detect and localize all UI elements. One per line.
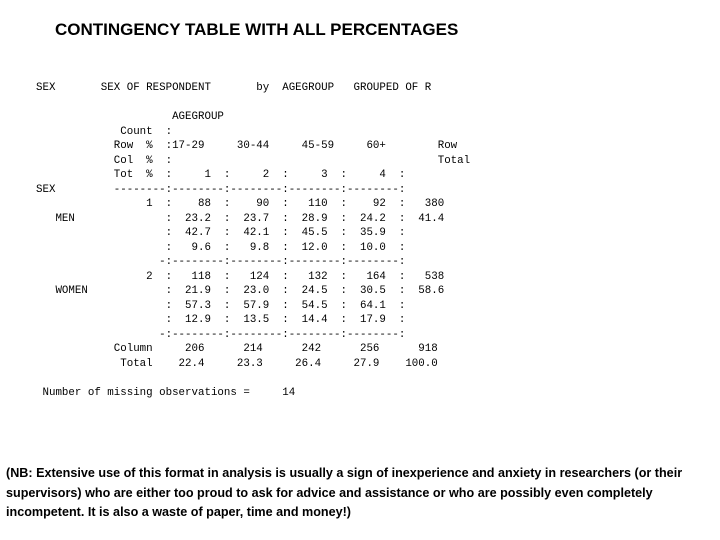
table-line: WOMEN : 21.9 : 23.0 : 24.5 : 30.5 : 58.6 (36, 285, 445, 297)
footnote: (NB: Extensive use of this format in analysis is usually a sign of inexperience and anxiety in researchers (or their supervisors) who are either too proud to ask for advice and assistance or who are possibly even completely incompetent. It is also a waste of paper, time and money!) (6, 466, 683, 519)
table-line: : 9.6 : 9.8 : 12.0 : 10.0 : (36, 241, 406, 254)
missing-observations-line: Number of missing observations = 14 (36, 386, 296, 399)
table-line: 1 : 88 : 90 : 110 : 92 : 380 (36, 198, 445, 210)
table-line: : 57.3 : 57.9 : 54.5 : 64.1 : (36, 299, 406, 312)
table-line: SEX SEX OF RESPONDENT by AGEGROUP GROUPED OF R (36, 82, 432, 94)
table-line (36, 371, 470, 386)
table-line: Count : (36, 125, 173, 138)
table-line: Col % : Total (36, 154, 471, 167)
table-line: SEX --------:--------:--------:--------:--------: (36, 183, 406, 196)
table-line: : 12.9 : 13.5 : 14.4 : 17.9 : (36, 314, 406, 326)
page-title: CONTINGENCY TABLE WITH ALL PERCENTAGES (55, 20, 459, 39)
table-line: MEN : 23.2 : 23.7 : 28.9 : 24.2 : 41.4 (36, 212, 445, 225)
table-line: -:--------:--------:--------:--------: (36, 256, 406, 268)
table-line: Total 22.4 23.3 26.4 27.9 100.0 (36, 357, 438, 370)
contingency-table (36, 81, 470, 400)
table-line: AGEGROUP (36, 111, 224, 123)
table-line: : 42.7 : 42.1 : 45.5 : 35.9 : (36, 227, 406, 239)
table-line: 2 : 118 : 124 : 132 : 164 : 538 (36, 270, 445, 283)
table-line: -:--------:--------:--------:--------: (36, 328, 406, 341)
table-line: Row % :17-29 30-44 45-59 60+ Row (36, 140, 458, 152)
table-line: Tot % : 1 : 2 : 3 : 4 : (36, 169, 406, 181)
table-line (36, 96, 470, 111)
table-line: Column 206 214 242 256 918 (36, 343, 438, 355)
